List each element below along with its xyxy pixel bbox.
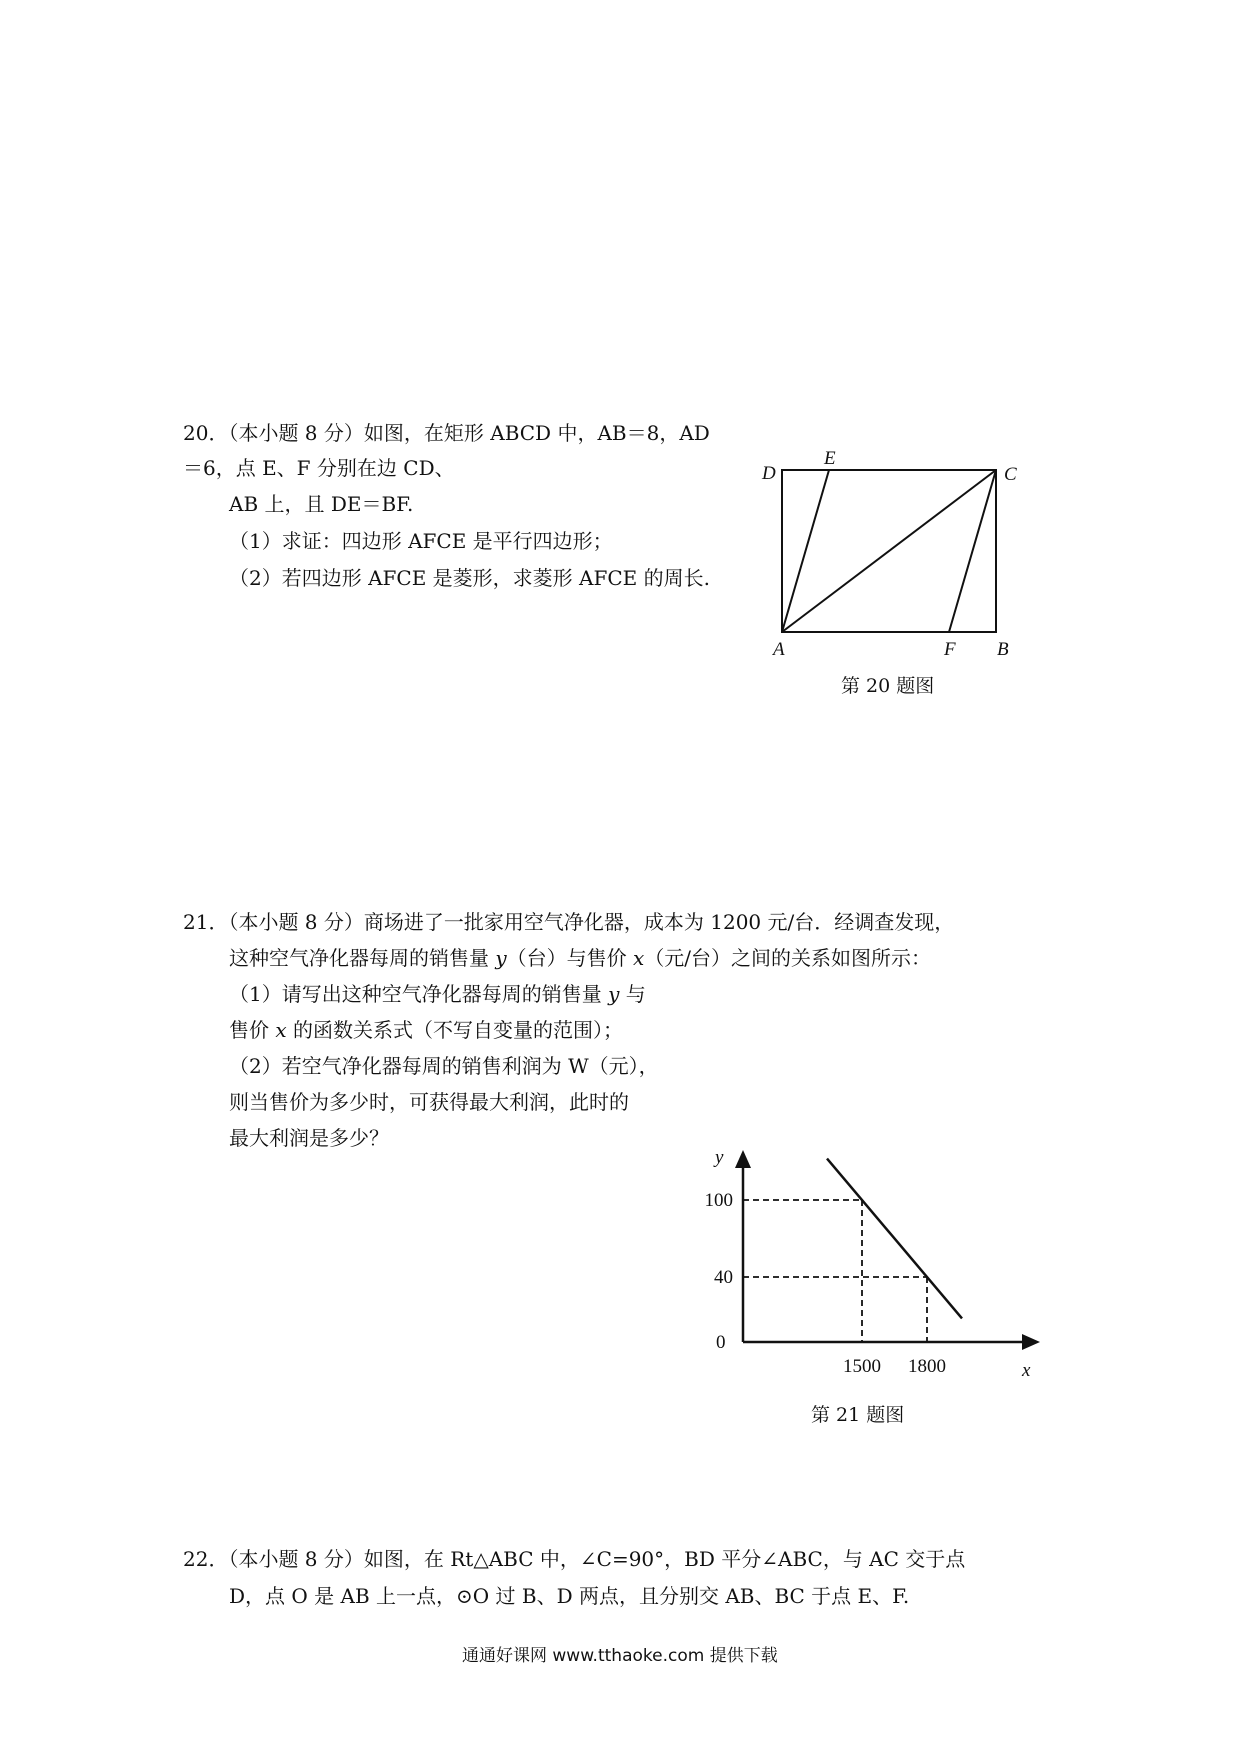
q21-line-1: 21．（本小题 8 分）商场进了一批家用空气净化器，成本为 1200 元/台．经调查发现，	[183, 910, 955, 934]
y-tick-label-2: 40	[714, 1267, 733, 1288]
q21-line-6: 则当售价为多少时，可获得最大利润，此时的	[229, 1090, 629, 1114]
q20-line-5: （2）若四边形 AFCE 是菱形，求菱形 AFCE 的周长.	[229, 566, 710, 590]
var-x: x	[275, 1018, 287, 1042]
q21-line-7: 最大利润是多少？	[229, 1126, 389, 1150]
q20-caption: 第 20 题图	[841, 675, 935, 697]
var-x: x	[633, 946, 645, 970]
q21-line-2-part-1: 这种空气净化器每周的销售量	[229, 946, 496, 970]
q21-caption: 第 21 题图	[811, 1404, 905, 1426]
q21-line-4-part-2: 的函数关系式（不写自变量的范围）；	[286, 1018, 623, 1042]
y-axis-arrow	[735, 1150, 751, 1168]
q20-line-2: ＝6，点 E、F 分别在边 CD、	[183, 456, 455, 480]
q20-line-4: （1）求证：四边形 AFCE 是平行四边形；	[229, 529, 613, 553]
label-d: D	[762, 463, 776, 484]
var-y: y	[608, 982, 620, 1006]
q21-line-3-part-1: （1）请写出这种空气净化器每周的销售量	[229, 982, 609, 1006]
q21-line-5: （2）若空气净化器每周的销售利润为 W（元），	[229, 1054, 659, 1078]
q21-line-2-part-2: （台）与售价	[506, 946, 634, 970]
q21-line-3-part-2: 与	[619, 982, 646, 1006]
label-f: F	[944, 639, 956, 660]
label-a: A	[773, 639, 785, 660]
q21-line-4-part-1: 售价	[229, 1018, 276, 1042]
data-line	[827, 1159, 962, 1319]
label-e: E	[824, 448, 836, 469]
x-tick-label-2: 1800	[908, 1356, 946, 1377]
q20-line-3: AB 上，且 DE＝BF.	[229, 492, 414, 516]
footer-text: 通通好课网 www.tthaoke.com 提供下载	[462, 1646, 778, 1666]
x-tick-label-1: 1500	[843, 1356, 881, 1377]
x-axis-label: x	[1022, 1360, 1031, 1381]
label-b: B	[997, 639, 1009, 660]
origin-label: 0	[716, 1332, 726, 1353]
q22-line-2: D，点 O 是 AB 上一点，⊙O 过 B、D 两点，且分别交 AB、BC 于点 E、F.	[229, 1584, 910, 1608]
x-axis-arrow	[1022, 1334, 1040, 1350]
q20-line-1: 20．（本小题 8 分）如图，在矩形 ABCD 中，AB＝8，AD	[183, 421, 710, 445]
y-tick-label-1: 100	[704, 1190, 733, 1211]
q22-line-1: 22．（本小题 8 分）如图，在 Rt△ABC 中，∠C=90°，BD 平分∠ABC，与 AC 交于点	[183, 1547, 966, 1571]
q21-line-2-part-3: （元/台）之间的关系如图所示：	[644, 946, 932, 970]
y-axis-label: y	[715, 1147, 724, 1168]
label-c: C	[1004, 464, 1017, 485]
var-y: y	[495, 946, 507, 970]
